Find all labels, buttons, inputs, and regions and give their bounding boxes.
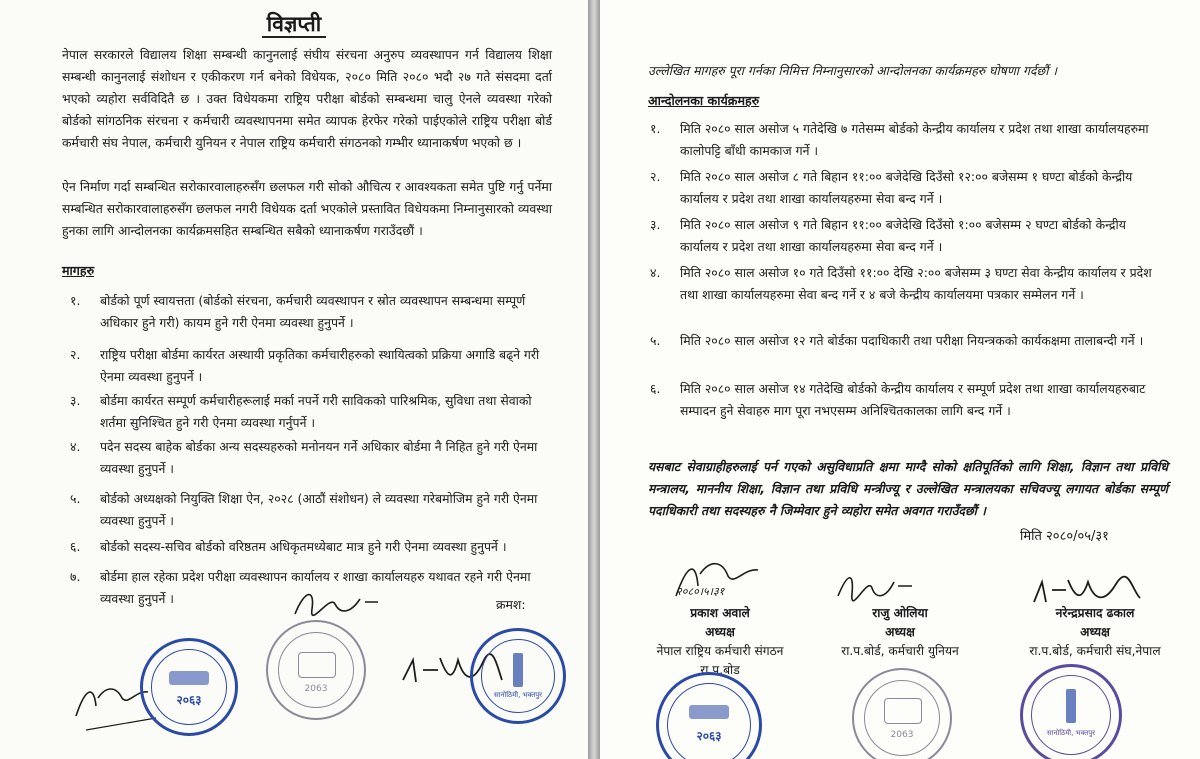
- right-page: [600, 0, 1200, 759]
- intro-paragraph-1: नेपाल सरकारले विद्यालय शिक्षा सम्बन्धी कानुनलाई संघीय संरचना अनुरुप व्यवस्थापन गर्न विद्यालय शिक्षा सम्बन्धी कानुनलाई संशोधन र एकीकरण गर्न बनेको विधेयक, २०८० मिति २०८० भदौ २७ गते संसदमा दर्ता भएको व्यहोरा सर्वविदितै छ । उक्त विधेयकमा राष्ट्रिय परीक्षा बोर्डको सम्बन्धमा चालु ऐनले व्यवस्था गरेको बोर्डको सांगठनिक संरचना र कर्मचारी व्यवस्थापनमा समेत व्यापक हेरफेर गरेको पाईएकोले राष्ट्रिय परीक्षा बोर्ड कर्मचारी संघ नेपाल, कर्मचारी युनियन र नेपाल राष्ट्रिय कर्मचारी संगठनको गम्भीर ध्यानाकर्षण भएको छ ।: [62, 47, 552, 150]
- demand-number: २.: [70, 347, 81, 362]
- intro-paragraph-2: ऐन निर्माण गर्दा सम्बन्धित सरोकारवालाहरुसँग छलफल गरी सोको औचित्य र आवश्यकता समेत पुष्टि गर्नु पर्नेमा सम्बन्धित सरोकारवालाहरुसँग छलफल नगरी विधेयक दर्ता भएकोले प्रस्तावित विधेयकमा निम्नानुसारको व्यवस्था हुनका लागि आन्दोलनका कार्यक्रमसहित सम्बन्धित सबैको ध्यानाकर्षण गराउँदछौं ।: [62, 179, 552, 238]
- demand-text: बोर्डको अध्यक्षको नियुक्ति शिक्षा ऐन, २०२८ (आठौं संशोधन) ले व्यवस्था गरेबमोजिम हुने गरी ऐनमा व्यवस्था हुनुपर्ने ।: [100, 491, 538, 528]
- notice-date: मिति २०८०/०५/३१: [1020, 529, 1109, 544]
- program-number: १.: [650, 121, 661, 136]
- notice-title: विज्ञप्ती: [266, 12, 322, 36]
- demand-item: [70, 536, 550, 558]
- seal-year: २०६३: [176, 693, 202, 707]
- left-page: [0, 0, 588, 759]
- page-gap: [588, 0, 600, 759]
- seal-text: सानोठिमी, भक्तपुर: [1046, 729, 1096, 737]
- program-text: मिति २०८० साल असोज १२ गते बोर्डका पदाधिकारी तथा परीक्षा नियन्त्रकको कार्यकक्षमा तालाबन्दी गर्ने ।: [680, 333, 1144, 348]
- signatory-role: अध्यक्ष: [885, 625, 915, 639]
- demand-number: ५.: [70, 491, 81, 506]
- demand-item: [70, 488, 550, 532]
- signature-date: २०८०।५।३१: [676, 585, 725, 598]
- program-item: [650, 166, 1160, 210]
- demand-number: ७.: [70, 569, 81, 584]
- program-item: [650, 118, 1160, 162]
- seal-year: २०६३: [696, 729, 722, 743]
- demand-number: १.: [70, 293, 81, 308]
- demand-number: ६.: [70, 539, 81, 554]
- union-seal: [1020, 664, 1122, 759]
- demands-heading: मागहरु: [62, 263, 95, 278]
- closing-paragraph: यसबाट सेवाग्राहीहरुलाई पर्न गएको असुविधाप्रति क्षमा माग्दै सोको क्षतिपूर्तिको लागि शिक्षा, विज्ञान तथा प्रविधि मन्त्रालय, माननीय शिक्षा, विज्ञान तथा प्रविधि मन्त्रीज्यू र उल्लेखित मन्त्रालयका सचिवज्यू लगायत बोर्डका सम्पूर्ण पदाधिकारी तथा सदस्यहरु नै जिम्मेवार हुने व्यहोरा समेत अवगत गराउँदछौं ।: [648, 459, 1168, 518]
- program-number: ६.: [650, 381, 661, 396]
- title-underline: [262, 36, 326, 38]
- signature-mark: [666, 552, 796, 608]
- signatory-name: नरेन्द्रप्रसाद ढकाल: [1055, 606, 1135, 620]
- demand-text: राष्ट्रिय परीक्षा बोर्डमा कार्यरत अस्थायी प्रकृतिका कर्मचारीहरुको स्थायित्वको प्रक्रिया अगाडि बढ्ने गरी ऐनमा व्यवस्था हुनुपर्ने ।: [100, 347, 540, 384]
- demand-item: [70, 390, 550, 434]
- signatory-role: अध्यक्ष: [705, 625, 735, 639]
- signatory-name: राजु ओलिया: [872, 606, 928, 620]
- program-item: [650, 378, 1160, 422]
- program-item: [650, 214, 1160, 258]
- demand-text: बोर्डको सदस्य-सचिव बोर्डको वरिष्ठतम अधिकृतमध्येबाट मात्र हुने गरी ऐनमा व्यवस्था हुनुपर्ने ।: [100, 539, 507, 554]
- demand-text: बोर्डमा हाल रहेका प्रदेश परीक्षा व्यवस्थापन कार्यालय र शाखा कार्यालयहरु यथावत रहने गरी ऐनमा व्यवस्था हुनुपर्ने ।: [100, 569, 531, 606]
- organization-seal: [140, 638, 238, 736]
- demand-item: [70, 344, 550, 388]
- union-seal: [470, 628, 566, 724]
- signatory-block-2: [810, 604, 990, 661]
- signatory-name: प्रकाश अवाले: [690, 606, 750, 620]
- program-item: [650, 330, 1160, 352]
- program-heading: आन्दोलनका कार्यक्रमहरु: [648, 93, 760, 108]
- demand-number: ३.: [70, 393, 81, 408]
- program-item: [650, 262, 1160, 306]
- signatory-block-1: [620, 604, 820, 680]
- program-text: मिति २०८० साल असोज ५ गतेदेखि ७ गतेसम्म बोर्डको केन्द्रीय कार्यालय र प्रदेश तथा शाखा कार्यालयहरुमा कालोपट्टि बाँधी कामकाज गर्ने ।: [680, 121, 1149, 158]
- demand-item: [70, 290, 550, 334]
- program-number: ५.: [650, 333, 661, 348]
- demand-text: बोर्डमा कार्यरत सम्पूर्ण कर्मचारीहरूलाई मर्का नपर्ने गरी साविकको पारिश्रमिक, सुविधा तथा सेवाको शर्तमा सुनिश्चित हुने गरी ऐनमा व्यवस्था गर्नुपर्ने ।: [100, 393, 532, 430]
- signature-mark: [290, 584, 380, 624]
- signatory-org: रा.प.बोर्ड, कर्मचारी संघ,नेपाल: [1029, 644, 1161, 658]
- demand-text: पदेन सदस्य बाहेक बोर्डका अन्य सदस्यहरुको मनोनयन गर्ने अधिकार बोर्डमा नै निहित हुने गरी ऐनमा व्यवस्था हुनुपर्ने ।: [100, 439, 538, 476]
- seal-text: सानोठिमी, भक्तपुर: [493, 691, 543, 699]
- program-intro: उल्लेखित मागहरु पूरा गर्नका निमित्त निम्नानुसारको आन्दोलनका कार्यक्रमहरु घोषणा गर्दछौं ।: [648, 63, 1058, 78]
- demand-number: ४.: [70, 439, 81, 454]
- program-text: मिति २०८० साल असोज ९ गते बिहान ११:०० बजेदेखि दिउँसो १:०० बजेसम्म २ घण्टा बोर्डको केन्द्रीय कार्यालय र प्रदेश तथा शाखा कार्यालयहरुमा सेवा बन्द गर्ने ।: [680, 217, 1126, 254]
- demand-text: बोर्डको पूर्ण स्वायत्तता (बोर्डको संरचना, कर्मचारी व्यवस्थापन र स्रोत व्यवस्थापन सम्बन्धमा सम्पूर्ण अधिकार हुने गरी) कायम हुने गरी ऐनमा व्यवस्था हुनुपर्ने ।: [100, 293, 526, 330]
- demand-item: [70, 436, 550, 480]
- signatory-block-3: [1000, 604, 1190, 661]
- continued-note: क्रमश:: [496, 597, 526, 612]
- seal-year: 2063: [304, 684, 328, 694]
- program-text: मिति २०८० साल असोज १० गते दिउँसो ११:०० देखि २:०० बजेसम्म ३ घण्टा सेवा केन्द्रीय कार्यालय र प्रदेश तथा शाखा कार्यालयहरुमा सेवा बन्द गर्ने र ४ बजे केन्द्रीय कार्यालयमा पत्रकार सम्मेलन गर्ने ।: [680, 265, 1152, 302]
- signatory-org: रा.प.बोर्ड, कर्मचारी युनियन: [841, 644, 959, 658]
- board-seal: [852, 668, 952, 759]
- program-text: मिति २०८० साल असोज ८ गते बिहान ११:०० बजेदेखि दिउँसो १२:०० बजेसम्म १ घण्टा बोर्डको केन्द्रीय कार्यालय र प्रदेश तथा शाखा कार्यालयहरुमा सेवा बन्द गर्ने ।: [680, 169, 1133, 206]
- board-seal: [266, 620, 366, 720]
- program-number: ३.: [650, 217, 661, 232]
- signatory-org-short: रा.प.बोड: [700, 663, 740, 677]
- organization-seal: [656, 672, 762, 759]
- program-number: २.: [650, 169, 661, 184]
- program-text: मिति २०८० साल असोज १४ गतेदेखि बोर्डको केन्द्रीय कार्यालय र सम्पूर्ण प्रदेश तथा शाखा कार्यालयहरुबाट सम्पादन हुने सेवाहरु माग पूरा नभएसम्म अनिश्चितकालका लागि बन्द गर्ने ।: [680, 381, 1146, 418]
- seal-year: 2063: [890, 730, 914, 740]
- program-number: ४.: [650, 265, 661, 280]
- signatory-org: नेपाल राष्ट्रिय कर्मचारी संगठन: [656, 644, 784, 658]
- signatory-role: अध्यक्ष: [1080, 625, 1110, 639]
